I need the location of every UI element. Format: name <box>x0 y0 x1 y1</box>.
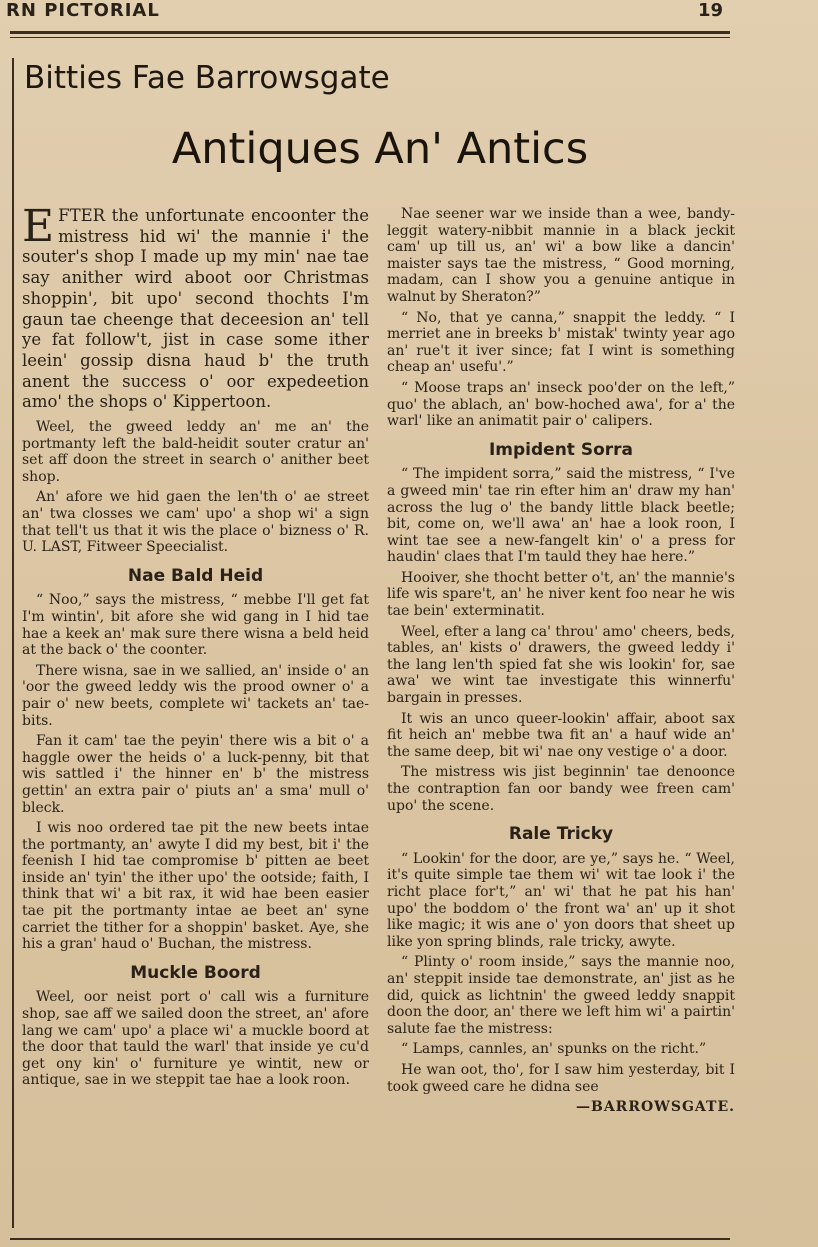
page-number: 19 <box>698 0 724 21</box>
subheading-impident-sorra: Impident Sorra <box>488 439 634 460</box>
publication-name: RN PICTORIAL <box>6 0 160 21</box>
paragraph: “ The impident sorra,” said the mistress, “ I've a gweed min' tae rin efter him an' draw my han' across the lug o' the bandy little black beetle; bit, come on, we'll awa' an' hae a look roon, I wint tae see a new-fangelt kin' o' a press for haudin' claes that I'm tauld they hae here.” <box>387 466 735 566</box>
paragraph: Weel, the gweed leddy an' me an' the portmanty left the bald-heidit souter cratur an' set aff doon the street in search o' anither beet shop. <box>22 419 369 485</box>
paragraph: Weel, efter a lang ca' throu' amo' cheers, beds, tables, an' kists o' drawers, the gweed leddy i' the lang len'th spied fat she wis lookin' for, sae awa' we wint tae investigate this winnerfu' bargain in presses. <box>387 623 735 707</box>
paragraph: There wisna, sae in we sallied, an' inside o' an 'oor the gweed leddy wis the prood owner o' a pair o' new beets, complete wi' tackets an' tae-bits. <box>22 662 369 729</box>
paragraph: “ Lamps, cannles, an' spunks on the richt.” <box>401 1041 707 1058</box>
paragraph: He wan oot, tho', for I saw him yesterday, bit I took gweed care he didna see <box>387 1061 735 1095</box>
paragraph: “ No, that ye canna,” snappit the leddy. “ I merriet ane in breeks b' mistak' twinty year ago an' rue't it iver since; fat I wint is something cheap an' usefu'.” <box>387 309 735 376</box>
paragraph: The mistress wis jist beginnin' tae denoonce the contraption fan oor bandy wee freen cam' upo' the scene. <box>387 764 735 814</box>
author-signature: —BARROWSGATE. <box>575 1099 735 1116</box>
drop-cap: E <box>22 201 55 252</box>
lead-text: FTER the unfortunate encoonter the mistress hid wi' the mannie i' the souter's shop I made up my min' nae tae say anither wird aboot oor Christmas shoppin', bit upo' second thochts I'm gaun tae cheenge that deceesion an' tell ye fat follow't, jist in case some ither leein' gossip disna haud b' the truth anent the success o' oor expedeetion amo' the shops o' Kippertoon. <box>22 206 369 412</box>
series-kicker: Bitties Fae Barrowsgate <box>24 60 390 96</box>
paragraph: “ Lookin' for the door, are ye,” says he. “ Weel, it's quite simple tae them wi' wit tae look i' the richt place for't,” an' wi' that he pat his han' upo' the boddom o' the front wa' an' up it shot like magic; it wis ane o' yon doors that sheet up like yon spring blinds, rale tricky, awyte. <box>387 850 735 950</box>
column-border-line <box>12 58 14 1228</box>
right-column <box>387 206 735 1120</box>
subheading-muckle-boord: Muckle Boord <box>130 962 261 983</box>
footer-rule <box>10 1238 730 1240</box>
paragraph: “ Noo,” says the mistress, “ mebbe I'll get fat I'm wintin', bit afore she wid gang in I hid tae hae a keek an' mak sure there wisna a beld heid at the back o' the coonter. <box>22 592 369 659</box>
paragraph: An' afore we hid gaen the len'th o' ae street an' twa closses we cam' upo' a shop wi' a sign that tell't us that it wis the place o' bizness o' R. U. LAST, Fitweer Speecialist. <box>22 489 369 556</box>
paragraph: Hooiver, she thocht better o't, an' the mannie's life wis spare't, an' he niver kent foo near he wis tae bein' exterminatit. <box>387 569 735 620</box>
paragraph: “ Plinty o' room inside,” says the mannie noo, an' steppit inside tae demonstrate, an' jist as he did, quick as lichtnin' the gweed leddy snappit doon the door, an' there we left him wi' a pairtin' salute fae the mistress: <box>387 954 735 1037</box>
article-title: Antiques An' Antics <box>171 124 589 174</box>
paragraph: I wis noo ordered tae pit the new beets intae the portmanty, an' awyte I did my best, bit i' the feenish I hid tae compromise b' pitten ae beet inside an' tyin' the ither upo' the ootside; faith, I think that wi' a bit rax, it wid hae been easier tae pit the portmanty intae ae beet an' syne carriet the tither for a shoppin' basket. Aye, she his a gran' haud o' Buchan, the mistress. <box>22 820 369 953</box>
paragraph: Fan it cam' tae the peyin' there wis a bit o' a haggle ower the heids o' a luck-penny, bit that wis sattled i' the hinner en' b' the mistress gettin' an extra pair o' piuts an' a sma' mull o' bleck. <box>22 733 369 816</box>
left-column <box>22 201 369 1093</box>
header-rule-thick <box>10 31 730 34</box>
subheading-rale-tricky: Rale Tricky <box>508 824 614 845</box>
lead-paragraph <box>22 201 369 413</box>
paragraph: Nae seener war we inside than a wee, bandy-leggit watery-nibbit mannie in a black jeckit cam' up till us, an' wi' a bow like a dancin' maister says tae the mistress, “ Good morning, madam, can I show you a genuine antique in walnut by Sheraton?” <box>387 206 735 305</box>
paragraph: “ Moose traps an' inseck poo'der on the left,” quo' the ablach, an' bow-hoched awa', for a' the warl' like an animatit pair o' calipers. <box>387 379 735 430</box>
paragraph: Weel, oor neist port o' call wis a furniture shop, sae aff we sailed doon the street, an' afore lang we cam' upo' a place wi' a muckle boord at the door that tauld the warl' that inside ye cu'd get ony kin' o' furniture ye wintit, new or antique, sae in we steppit tae hae a look roon. <box>22 989 369 1089</box>
subheading-nae-bald-heid: Nae Bald Heid <box>127 565 264 586</box>
page-header <box>0 0 818 22</box>
paragraph: It wis an unco queer-lookin' affair, aboot sax fit heich an' mebbe twa fit an' a hauf wide an' the same deep, bit wi' nae ony vestige o' a door. <box>387 710 735 760</box>
header-rule-thin <box>10 37 730 38</box>
